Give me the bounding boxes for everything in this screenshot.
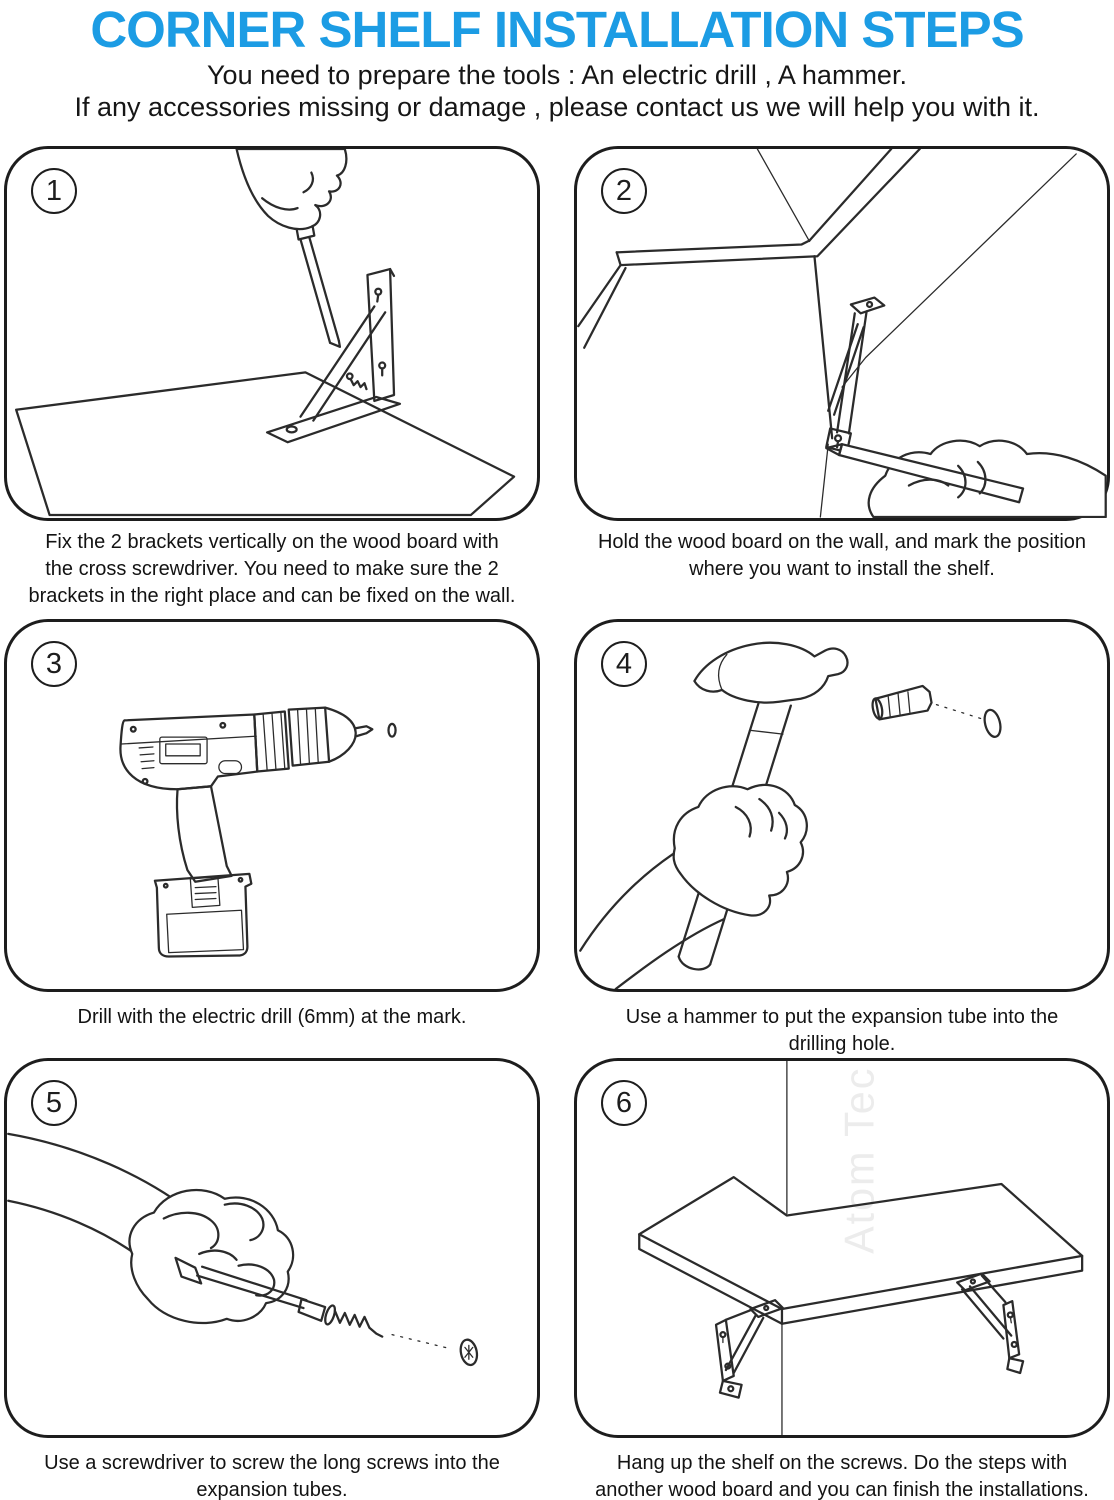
page-title: CORNER SHELF INSTALLATION STEPS (90, 1, 1024, 58)
step-4-illustration (577, 622, 1107, 989)
step-5-panel (4, 1058, 540, 1438)
hand (237, 149, 347, 229)
step-6-number-badge: 6 (601, 1080, 647, 1126)
screw (347, 374, 366, 390)
expansion-tube (871, 686, 932, 720)
step-1-panel (4, 146, 540, 521)
dotted-guide-line (392, 1335, 449, 1349)
left-bracket (716, 1300, 783, 1397)
step-3-caption: Drill with the electric drill (6mm) at the mark. (77, 1006, 467, 1028)
hand (130, 1190, 294, 1323)
step-2-panel (574, 146, 1110, 521)
step-4-panel (574, 619, 1110, 992)
corner-wall-line (782, 1061, 787, 1435)
step-2-number-badge: 2 (601, 168, 647, 214)
electric-drill (120, 708, 372, 957)
subtitle-line-1: You need to prepare the tools : An electric drill , A hammer. (207, 60, 907, 90)
step-1-caption: Fix the 2 brackets vertically on the wood board with the cross screwdriver. You need to make sure the 2 brackets in the right place and can be fixed on the wall. (28, 531, 516, 607)
dotted-guide-line (936, 705, 983, 720)
step-5-caption: Use a screwdriver to screw the long screws into the expansion tubes. (44, 1452, 500, 1500)
step-6-caption: Hang up the shelf on the screws. Do the steps with another wood board and you can finish the installations. (595, 1452, 1089, 1500)
subtitle-line-2: If any accessories missing or damage , please contact us we will help you with it. (74, 92, 1040, 122)
drill-mark-hole (388, 724, 395, 737)
hand (674, 785, 807, 915)
expansion-tube-in-wall (458, 1338, 479, 1366)
long-screw (323, 1304, 382, 1336)
step-3-illustration (7, 622, 537, 989)
wood-board (16, 372, 514, 515)
shelf-bracket (826, 298, 884, 452)
shelf-bracket (267, 269, 400, 442)
step-1-illustration (7, 149, 537, 518)
step-4-caption: Use a hammer to put the expansion tube into the drilling hole. (625, 1006, 1059, 1055)
watermark: Atom Tec (836, 1066, 883, 1254)
drilled-hole (982, 708, 1003, 738)
step-3-number-badge: 3 (31, 641, 77, 687)
step-6-illustration (577, 1061, 1107, 1435)
step-5-number-badge: 5 (31, 1080, 77, 1126)
step-3-panel (4, 619, 540, 992)
right-bracket (957, 1274, 1023, 1373)
step-5-illustration (7, 1061, 537, 1435)
step-6-panel (574, 1058, 1110, 1438)
step-2-caption: Hold the wood board on the wall, and mark the position where you want to install the shelf. (597, 531, 1087, 580)
step-4-number-badge: 4 (601, 641, 647, 687)
hand-with-pencil (826, 441, 1105, 517)
step-2-illustration (577, 149, 1107, 518)
step-1-number-badge: 1 (31, 168, 77, 214)
